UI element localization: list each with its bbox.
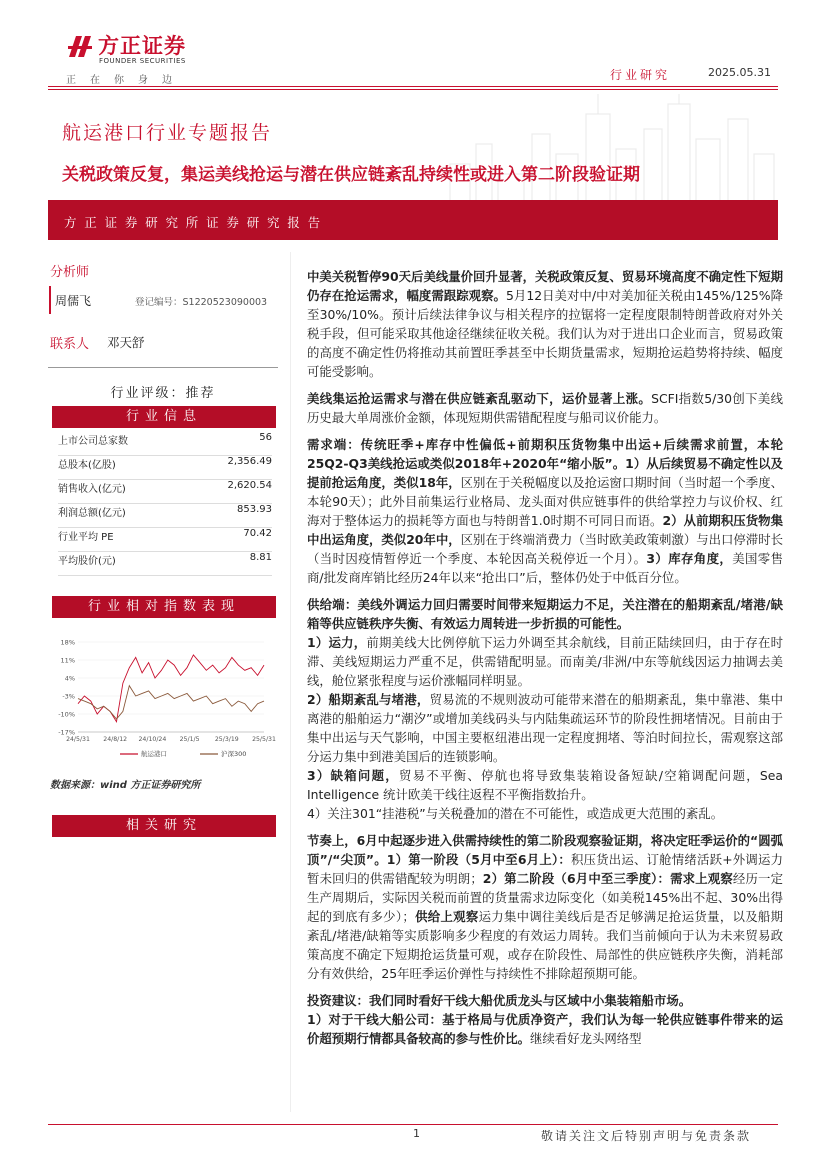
info-row	[58, 552, 272, 576]
paragraph-lead: 供给端：美线外调运力回归需要时间带来短期运力不足，关注潜在的船期紊乱/堵港/缺箱等供应链秩序失衡、有效运力周转进一步折损的可能性。	[307, 597, 783, 631]
industry-info-header: 行业信息	[52, 406, 276, 428]
column-divider	[290, 252, 291, 1112]
info-row	[58, 432, 272, 456]
x-tick-label: 25/3/19	[214, 736, 239, 743]
info-value: 2,356.49	[227, 456, 272, 467]
paragraph-text: 贸易流的不规则波动可能带来潜在的船期紊乱，集中靠港、集中离港的船舶运力“潮汐”或增加美线码头与内陆集疏运环节的阶段性拥堵情况。目前由于集中出运与天气影响，中国主要枢纽港出现一定程度拥堵、等泊时间拉长，需观察这部分运力集中到港美国后的连锁影响。	[307, 692, 784, 764]
paragraph-lead: 2）船期紊乱与堵港，	[307, 692, 430, 707]
paragraph-lead: 中美关税暂停90天后美线量价回升显著，关税政策反复、贸易环境高度不确定性下短期仍存在抢运需求，幅度需跟踪观察。	[307, 269, 783, 303]
x-tick-label: 24/10/24	[138, 736, 167, 743]
body-paragraph	[307, 267, 783, 381]
header-divider	[48, 86, 778, 87]
body-paragraph	[307, 690, 783, 766]
info-value: 2,620.54	[227, 480, 272, 491]
analyst-name: 周儒飞	[55, 294, 92, 308]
info-value: 70.42	[243, 528, 272, 539]
x-tick-label: 25/5/31	[252, 736, 276, 743]
info-value: 853.93	[237, 504, 272, 515]
paragraph-text: 经历一定生产周期后，实际因关税而前置的货量需求边际变化（如美税145%出不起、30%出得起的到底有多少）；	[307, 871, 784, 924]
paragraph-lead: 3）缺箱问题，	[307, 768, 399, 783]
paragraph-text: 区别在于终端消费力（当时欧美政策刺激）与出口停滞时长（当时因疫情暂停近一个季度、本轮因高关税停近一个月）。	[307, 532, 783, 566]
industry-rating: 行业评级：推荐	[110, 386, 216, 401]
y-tick-label: -3%	[62, 692, 75, 701]
slogan: 正在你身边	[66, 75, 186, 86]
paragraph-lead: 2）从前期积压货物集中出运角度，类似20年中，	[307, 513, 783, 547]
legend-label: 沪深300	[221, 750, 247, 758]
info-row	[58, 504, 272, 528]
paragraph-text: 前期美线大比例停航下运力外调至其余航线，目前正陆续回归，由于存在时滞、美线短期运力严重不足，供需错配明显。而南美/非洲/中东等航线因运力抽调去美线，舱位紧张程度与运价涨幅同样明显。	[307, 635, 783, 688]
footer-disclaimer: 敬请关注文后特别声明与免责条款	[541, 1129, 752, 1143]
body-paragraph	[307, 804, 783, 823]
chart-source: 数据来源：wind 方正证券研究所	[50, 780, 201, 791]
paragraph-text: SCFI指数5/30创下美线历史最大单周涨价金额，体现短期供需错配程度与船司议价能力。	[307, 391, 784, 425]
paragraph-text: 积压货出运、订舱情绪活跃+外调运力暂未回归的供需错配较为明朗；	[307, 852, 783, 886]
page-number: 1	[413, 1127, 420, 1140]
paragraph-lead: 2）第二阶段（6月中至三季度）：需求上观察	[482, 871, 733, 886]
x-tick-label: 24/5/31	[66, 736, 90, 743]
paragraph-lead: 需求端：传统旺季+库存中性偏低+前期积压货物集中出运+后续需求前置，本轮25Q2-Q3美线抢运或类似2018年+2020年“缩小版”。1）从后续贸易不确定性以及提前抢运角度，类似18年，	[307, 437, 783, 490]
logo-text: 方正证券	[98, 34, 186, 58]
analyst-accent-bar	[49, 286, 51, 314]
paragraph-text: 区别在于关税幅度以及抢运窗口期时间（当时超一个季度、本轮90天）；此外目前集运行业格局、龙头面对供应链事件的供给掌控力与议价权、红海对于整体运力的损耗等方面也与特朗普1.0时期不可同日而语。	[307, 475, 783, 528]
x-tick-label: 24/8/12	[103, 736, 128, 743]
info-label: 销售收入(亿元)	[58, 484, 126, 495]
info-label: 行业平均 PE	[58, 532, 114, 543]
relative-index-header: 行业相对指数表现	[52, 596, 276, 618]
paragraph-text: 贸易不平衡、停航也将导致集装箱设备短缺/空箱调配问题，Sea Intelligence 统计欧美干线往返程不平衡指数抬升。	[307, 768, 783, 802]
paragraph-text: 运力集中调往美线后是否足够满足抢运货量，以及船期紊乱/堵港/缺箱等实质影响多少程度的有效运力周转。我们当前倾向于认为未来贸易政策高度不确定下短期抢运货量可观，或存在阶段性、局部性的供应链秩序失衡，消耗部分有效供给，25年旺季运价弹性与持续性不排除超预期可能。	[307, 909, 784, 981]
info-row	[58, 456, 272, 480]
legend-label: 航运港口	[141, 750, 167, 758]
footer-divider	[48, 1124, 778, 1125]
paragraph-lead: 3）库存角度，	[646, 551, 733, 566]
related-research-header: 相关研究	[52, 815, 276, 837]
info-label: 上市公司总家数	[58, 436, 128, 447]
info-value: 56	[259, 432, 272, 443]
paragraph-text: 继续看好龙头网络型	[530, 1031, 642, 1046]
contact-label: 联系人	[50, 337, 90, 352]
info-label: 利润总额(亿元)	[58, 508, 126, 519]
contact-name: 邓天舒	[107, 335, 145, 350]
sidebar-divider	[48, 367, 278, 368]
relative-index-chart	[58, 632, 276, 766]
y-tick-label: -17%	[58, 728, 75, 737]
y-tick-label: -10%	[58, 710, 75, 719]
x-tick-label: 25/1/5	[179, 736, 200, 743]
body-paragraph	[307, 595, 783, 633]
body-paragraph	[307, 831, 783, 983]
body-paragraph	[307, 435, 783, 587]
paragraph-text: 美国零售商/批发商库销比经历24年以来“抢出口”后，整体仍处于中低百分位。	[307, 551, 783, 585]
body-paragraph	[307, 633, 783, 690]
info-label: 总股本(亿股)	[58, 460, 116, 471]
report-headline: 关税政策反复，集运美线抢运与潜在供应链紊乱持续性或进入第二阶段验证期	[62, 165, 640, 185]
paragraph-lead: 节奏上，6月中起逐步进入供需持续性的第二阶段观察验证期，将决定旺季运价的“圆弧顶”/“尖顶”。1）第一阶段（5月中至6月上）：	[307, 833, 783, 867]
report-series-title: 航运港口行业专题报告	[62, 122, 273, 144]
y-tick-label: 18%	[60, 638, 75, 647]
header-divider-2	[48, 89, 778, 90]
paragraph-text: 4）关注301“挂港税”与关税叠加的潜在不可能性，或造成更大范围的紊乱。	[307, 806, 724, 821]
paragraph-lead: 供给上观察	[414, 909, 479, 924]
logo-english: FOUNDER SECURITIES	[99, 57, 186, 65]
analyst-registration: 登记编号：S1220523090003	[135, 297, 268, 308]
founder-logo-icon	[66, 32, 94, 60]
info-label: 平均股价(元)	[58, 556, 116, 567]
report-body	[307, 267, 783, 1048]
paragraph-text: 5月12日美对中/中对美加征关税由145%/125%降至30%/10%。预计后续法律争议与相关程序的拉锯将一定程度限制特朗普政府对外关税手段，但可能采取其他途径继续征收关税。我们认为对于进出口企业而言，贸易政策的高度不确定性仍将推动其前置旺季甚至中长期货量需求，短期抢运趋势将持续、幅度可能受影响。	[307, 288, 784, 379]
paragraph-lead: 美线集运抢运需求与潜在供应链紊乱驱动下，运价显著上涨。	[307, 391, 652, 406]
series-line-0	[78, 655, 264, 722]
info-row	[58, 480, 272, 504]
paragraph-lead: 1）对于干线大船公司：基于格局与优质净资产，我们认为每一轮供应链事件带来的运价超预期行情都具备较高的参与性价比。	[307, 1012, 783, 1046]
report-type: 行业研究	[610, 68, 671, 82]
y-tick-label: 11%	[60, 656, 75, 665]
institute-label: 方正证券研究所证券研究报告	[64, 215, 328, 230]
info-value: 8.81	[249, 552, 272, 563]
body-paragraph	[307, 991, 783, 1010]
paragraph-lead: 投资建议：我们同时看好干线大船优质龙头与区域中小集装箱船市场。	[307, 993, 692, 1008]
paragraph-lead: 1）运力，	[307, 635, 367, 650]
report-date: 2025.05.31	[708, 66, 771, 79]
body-paragraph	[307, 1010, 783, 1048]
info-row	[58, 528, 272, 552]
y-tick-label: 4%	[64, 674, 75, 683]
body-paragraph	[307, 389, 783, 427]
body-paragraph	[307, 766, 783, 804]
analyst-label: 分析师	[50, 265, 90, 280]
